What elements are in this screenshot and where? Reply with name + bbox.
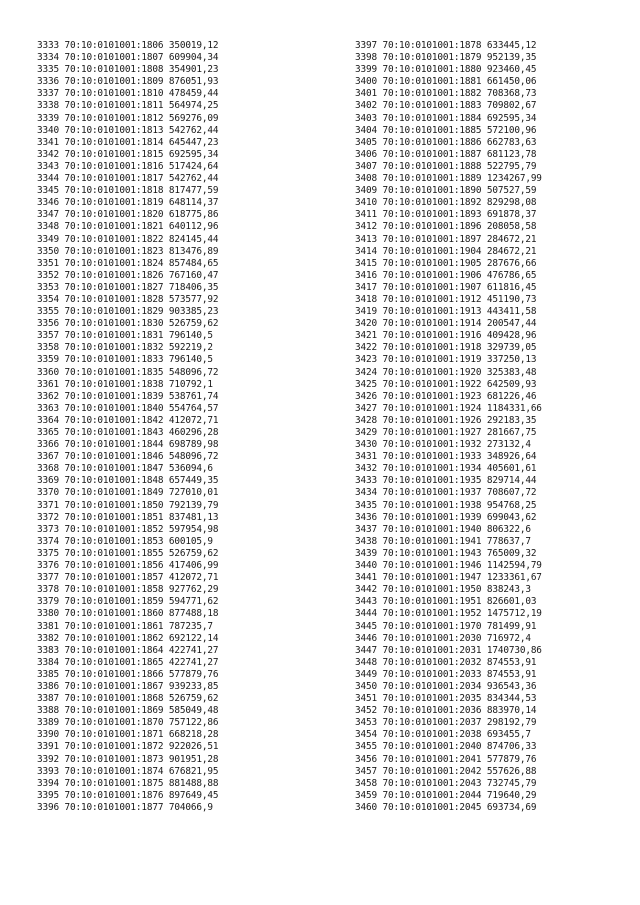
record-row: 3337 70:10:0101001:1810 478459,44 xyxy=(37,88,219,100)
record-row: 3378 70:10:0101001:1858 927762,29 xyxy=(37,584,219,596)
record-row: 3455 70:10:0101001:2040 874706,33 xyxy=(355,741,537,753)
record-row: 3338 70:10:0101001:1811 564974,25 xyxy=(37,100,219,112)
record-row: 3402 70:10:0101001:1883 709802,67 xyxy=(355,100,537,112)
record-row: 3422 70:10:0101001:1918 329739,05 xyxy=(355,342,537,354)
record-row: 3390 70:10:0101001:1871 668218,28 xyxy=(37,729,219,741)
record-row: 3374 70:10:0101001:1853 600105,9 xyxy=(37,535,213,547)
record-row: 3453 70:10:0101001:2037 298192,79 xyxy=(355,717,537,729)
record-row: 3451 70:10:0101001:2035 834344,53 xyxy=(355,693,537,705)
record-row: 3404 70:10:0101001:1885 572100,96 xyxy=(355,124,537,136)
record-row: 3385 70:10:0101001:1866 577879,76 xyxy=(37,668,219,680)
record-row: 3384 70:10:0101001:1865 422741,27 xyxy=(37,656,219,668)
record-row: 3427 70:10:0101001:1924 1184331,66 xyxy=(355,402,542,414)
record-row: 3352 70:10:0101001:1826 767160,47 xyxy=(37,269,219,281)
record-row: 3344 70:10:0101001:1817 542762,44 xyxy=(37,173,219,185)
record-row: 3340 70:10:0101001:1813 542762,44 xyxy=(37,124,219,136)
record-row: 3435 70:10:0101001:1938 954768,25 xyxy=(355,499,537,511)
record-row: 3417 70:10:0101001:1907 611816,45 xyxy=(355,281,537,293)
record-row: 3373 70:10:0101001:1852 597954,98 xyxy=(37,523,219,535)
record-row: 3359 70:10:0101001:1833 796140,5 xyxy=(37,354,213,366)
record-row: 3401 70:10:0101001:1882 708368,73 xyxy=(355,88,537,100)
record-row: 3460 70:10:0101001:2045 693734,69 xyxy=(355,801,537,813)
record-row: 3414 70:10:0101001:1904 284672,21 xyxy=(355,245,537,257)
record-row: 3412 70:10:0101001:1896 208058,58 xyxy=(355,221,537,233)
record-row: 3416 70:10:0101001:1906 476786,65 xyxy=(355,269,537,281)
record-row: 3431 70:10:0101001:1933 348926,64 xyxy=(355,451,537,463)
record-row: 3409 70:10:0101001:1890 507527,59 xyxy=(355,185,537,197)
record-row: 3350 70:10:0101001:1823 813476,89 xyxy=(37,245,219,257)
record-row: 3454 70:10:0101001:2038 693455,7 xyxy=(355,729,531,741)
record-row: 3394 70:10:0101001:1875 881488,88 xyxy=(37,777,219,789)
record-row: 3428 70:10:0101001:1926 292183,35 xyxy=(355,414,537,426)
record-row: 3377 70:10:0101001:1857 412072,71 xyxy=(37,572,219,584)
record-row: 3430 70:10:0101001:1932 273132,4 xyxy=(355,439,531,451)
record-row: 3365 70:10:0101001:1843 460296,28 xyxy=(37,427,219,438)
record-row: 3396 70:10:0101001:1877 704066,9 xyxy=(37,801,213,813)
right-column xyxy=(355,40,625,814)
record-row: 3369 70:10:0101001:1848 657449,35 xyxy=(37,475,219,487)
record-row: 3362 70:10:0101001:1839 538761,74 xyxy=(37,390,219,402)
record-row: 3395 70:10:0101001:1876 897649,45 xyxy=(37,789,219,801)
record-row: 3368 70:10:0101001:1847 536094,6 xyxy=(37,463,213,475)
record-row: 3355 70:10:0101001:1829 903385,23 xyxy=(37,306,219,318)
record-row: 3434 70:10:0101001:1937 708607,72 xyxy=(355,487,537,499)
record-row: 3366 70:10:0101001:1844 698789,98 xyxy=(37,439,219,451)
record-row: 3403 70:10:0101001:1884 692595,34 xyxy=(355,112,537,124)
left-column xyxy=(37,40,307,814)
record-row: 3423 70:10:0101001:1919 337250,13 xyxy=(355,354,537,366)
record-row: 3447 70:10:0101001:2031 1740730,86 xyxy=(355,644,542,656)
record-row: 3432 70:10:0101001:1934 405601,61 xyxy=(355,463,537,475)
record-row: 3339 70:10:0101001:1812 569276,09 xyxy=(37,112,219,124)
record-row: 3348 70:10:0101001:1821 640112,96 xyxy=(37,221,219,233)
record-row: 3406 70:10:0101001:1887 681123,78 xyxy=(355,148,537,160)
record-row: 3336 70:10:0101001:1809 876051,93 xyxy=(37,76,219,88)
record-row: 3438 70:10:0101001:1941 778637,7 xyxy=(355,535,531,547)
record-row: 3398 70:10:0101001:1879 952139,35 xyxy=(355,52,537,64)
record-row: 3393 70:10:0101001:1874 676821,95 xyxy=(37,765,219,777)
record-row: 3405 70:10:0101001:1886 662783,63 xyxy=(355,136,537,148)
record-row: 3357 70:10:0101001:1831 796140,5 xyxy=(37,330,213,342)
record-row: 3388 70:10:0101001:1869 585049,48 xyxy=(37,705,219,717)
record-row: 3411 70:10:0101001:1893 691878,37 xyxy=(355,209,537,221)
record-row: 3420 70:10:0101001:1914 200547,44 xyxy=(355,318,537,330)
record-row: 3349 70:10:0101001:1822 824145,44 xyxy=(37,233,219,245)
record-row: 3441 70:10:0101001:1947 1233361,67 xyxy=(355,572,542,584)
record-row: 3408 70:10:0101001:1889 1234267,99 xyxy=(355,173,542,185)
record-row: 3459 70:10:0101001:2044 719640,29 xyxy=(355,789,537,801)
record-row: 3445 70:10:0101001:1970 781499,91 xyxy=(355,620,537,632)
record-row: 3346 70:10:0101001:1819 648114,37 xyxy=(37,197,219,209)
record-row: 3341 70:10:0101001:1814 645447,23 xyxy=(37,136,219,148)
record-row: 3452 70:10:0101001:2036 883970,14 xyxy=(355,705,537,717)
record-row: 3413 70:10:0101001:1897 284672,21 xyxy=(355,233,537,245)
record-row: 3356 70:10:0101001:1830 526759,62 xyxy=(37,318,219,330)
record-row: 3358 70:10:0101001:1832 592219,2 xyxy=(37,342,213,354)
record-row: 3429 70:10:0101001:1927 281667,75 xyxy=(355,427,537,438)
record-row: 3376 70:10:0101001:1856 417406,99 xyxy=(37,560,219,572)
record-row: 3400 70:10:0101001:1881 661450,06 xyxy=(355,76,537,88)
record-row: 3437 70:10:0101001:1940 806322,6 xyxy=(355,523,531,535)
record-row: 3345 70:10:0101001:1818 817477,59 xyxy=(37,185,219,197)
record-row: 3419 70:10:0101001:1913 443411,58 xyxy=(355,306,537,318)
record-row: 3426 70:10:0101001:1923 681226,46 xyxy=(355,390,537,402)
record-row: 3335 70:10:0101001:1808 354901,23 xyxy=(37,64,219,76)
record-row: 3458 70:10:0101001:2043 732745,79 xyxy=(355,777,537,789)
record-row: 3421 70:10:0101001:1916 409428,96 xyxy=(355,330,537,342)
record-row: 3442 70:10:0101001:1950 838243,3 xyxy=(355,584,531,596)
record-row: 3372 70:10:0101001:1851 837481,13 xyxy=(37,511,219,523)
record-row: 3436 70:10:0101001:1939 699043,62 xyxy=(355,511,537,523)
record-row: 3449 70:10:0101001:2033 874553,91 xyxy=(355,668,537,680)
record-row: 3415 70:10:0101001:1905 287676,66 xyxy=(355,257,537,269)
record-row: 3370 70:10:0101001:1849 727010,01 xyxy=(37,487,219,499)
record-row: 3360 70:10:0101001:1835 548096,72 xyxy=(37,366,219,378)
record-row: 3450 70:10:0101001:2034 936543,36 xyxy=(355,680,537,692)
record-row: 3424 70:10:0101001:1920 325383,48 xyxy=(355,366,537,378)
record-row: 3333 70:10:0101001:1806 350019,12 xyxy=(37,40,219,51)
record-row: 3425 70:10:0101001:1922 642509,93 xyxy=(355,378,537,390)
record-row: 3367 70:10:0101001:1846 548096,72 xyxy=(37,451,219,463)
record-row: 3399 70:10:0101001:1880 923460,45 xyxy=(355,64,537,76)
record-row: 3351 70:10:0101001:1824 857484,65 xyxy=(37,257,219,269)
record-row: 3386 70:10:0101001:1867 939233,85 xyxy=(37,680,219,692)
record-row: 3440 70:10:0101001:1946 1142594,79 xyxy=(355,560,542,572)
record-row: 3391 70:10:0101001:1872 922026,51 xyxy=(37,741,219,753)
record-row: 3444 70:10:0101001:1952 1475712,19 xyxy=(355,608,542,620)
record-row: 3343 70:10:0101001:1816 517424,64 xyxy=(37,160,219,172)
record-row: 3381 70:10:0101001:1861 787235,7 xyxy=(37,620,213,632)
record-row: 3342 70:10:0101001:1815 692595,34 xyxy=(37,148,219,160)
record-row: 3397 70:10:0101001:1878 633445,12 xyxy=(355,40,537,51)
record-row: 3457 70:10:0101001:2042 557626,88 xyxy=(355,765,537,777)
record-row: 3407 70:10:0101001:1888 522795,79 xyxy=(355,160,537,172)
record-row: 3410 70:10:0101001:1892 829298,08 xyxy=(355,197,537,209)
record-row: 3392 70:10:0101001:1873 901951,28 xyxy=(37,753,219,765)
record-row: 3347 70:10:0101001:1820 618775,86 xyxy=(37,209,219,221)
record-row: 3334 70:10:0101001:1807 609904,34 xyxy=(37,52,219,64)
record-row: 3387 70:10:0101001:1868 526759,62 xyxy=(37,693,219,705)
record-row: 3380 70:10:0101001:1860 877488,18 xyxy=(37,608,219,620)
record-row: 3446 70:10:0101001:2030 716972,4 xyxy=(355,632,531,644)
record-row: 3389 70:10:0101001:1870 757122,86 xyxy=(37,717,219,729)
record-row: 3456 70:10:0101001:2041 577879,76 xyxy=(355,753,537,765)
record-row: 3364 70:10:0101001:1842 412072,71 xyxy=(37,414,219,426)
record-row: 3353 70:10:0101001:1827 718406,35 xyxy=(37,281,219,293)
record-row: 3383 70:10:0101001:1864 422741,27 xyxy=(37,644,219,656)
record-row: 3375 70:10:0101001:1855 526759,62 xyxy=(37,547,219,559)
record-row: 3418 70:10:0101001:1912 451190,73 xyxy=(355,293,537,305)
record-row: 3371 70:10:0101001:1850 792139,79 xyxy=(37,499,219,511)
record-row: 3363 70:10:0101001:1840 554764,57 xyxy=(37,402,219,414)
record-row: 3448 70:10:0101001:2032 874553,91 xyxy=(355,656,537,668)
record-row: 3361 70:10:0101001:1838 710792,1 xyxy=(37,378,213,390)
record-row: 3382 70:10:0101001:1862 692122,14 xyxy=(37,632,219,644)
record-row: 3439 70:10:0101001:1943 765009,32 xyxy=(355,547,537,559)
record-row: 3433 70:10:0101001:1935 829714,44 xyxy=(355,475,537,487)
record-row: 3443 70:10:0101001:1951 826601,03 xyxy=(355,596,537,608)
record-row: 3354 70:10:0101001:1828 573577,92 xyxy=(37,293,219,305)
record-row: 3379 70:10:0101001:1859 594771,62 xyxy=(37,596,219,608)
